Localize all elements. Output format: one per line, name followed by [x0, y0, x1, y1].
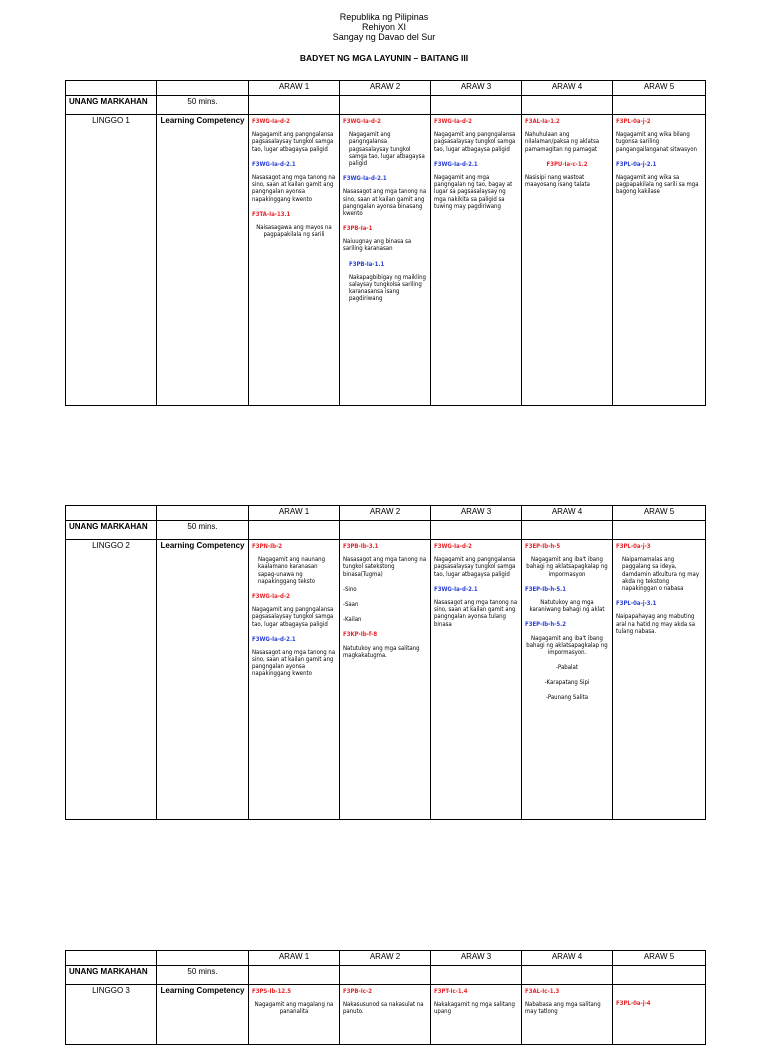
day-header: ARAW 5 [613, 81, 706, 96]
competency-code: F3PU-Ia-c-1.2 [546, 160, 588, 168]
quarter-label: UNANG MARKAHAN [66, 96, 157, 115]
competency-code: F3WG-Ia-d-2.1 [434, 585, 478, 593]
empty-header-cell [66, 951, 157, 966]
duration-label: 50 mins. [157, 966, 249, 985]
competency-text: Naisasagawa ang mayos na pagpapakilala ng sarili [256, 223, 332, 239]
empty-cell [249, 96, 340, 115]
day-cell [613, 540, 706, 820]
competency-code: F3PT-Ic-1.4 [434, 988, 468, 995]
competency-label: Learning Competency [157, 540, 249, 820]
day-header: ARAW 5 [613, 506, 706, 521]
competency-code: F3WG-Ia-d-2 [434, 118, 472, 125]
quarter-label: UNANG MARKAHAN [66, 521, 157, 540]
question-word: -Saan [343, 600, 359, 608]
competency-text: Nakasusunod sa nakasulat na panuto. [343, 1001, 424, 1016]
competency-text: Nagagamit ang iba't ibang bahagi ng aklatsapagkalap ng impormasyon. [526, 634, 608, 656]
competency-code: F3PB-Ib-3.1 [343, 543, 379, 550]
competency-text: Nagagamit ang pangngalansa pagsasalaysay tungkol samga tao, lugar atbagaysa paligid [349, 131, 425, 167]
competency-code: F3WG-Ia-d-2.1 [252, 160, 296, 168]
empty-header-cell [157, 506, 249, 521]
week-label: LINGGO 2 [66, 540, 157, 820]
book-part: -Pabalat [556, 664, 578, 672]
empty-cell [431, 521, 522, 540]
competency-code: F3WG-Ia-d-2 [343, 118, 381, 125]
day-header: ARAW 5 [613, 951, 706, 966]
competency-text: Nagagamit ang naunang kaalamano karanasan sapag-unawa ng napakinggang teksto [258, 556, 326, 585]
empty-cell [522, 96, 613, 115]
empty-cell [340, 96, 431, 115]
day-cell [340, 540, 431, 820]
competency-code: F3PB-Ic-2 [343, 988, 372, 995]
competency-code: F3EP-Ib-h-5 [525, 543, 561, 550]
competency-code: F3WG-Ia-d-2 [434, 543, 472, 550]
empty-cell [522, 966, 613, 985]
competency-code: F3EP-Ib-h-5.1 [525, 585, 566, 593]
empty-cell [613, 521, 706, 540]
competency-text: Nagagamit ang mga pangngalan ng tao, bagay at lugar sa pagsasalaysay ng mga nakikita sa paligid sa tuwing may pagdiriwang [434, 173, 513, 210]
empty-cell [249, 966, 340, 985]
day-header: ARAW 2 [340, 506, 431, 521]
competency-text: Natutukoy ang mga salitang magkakatugma. [343, 644, 420, 659]
empty-header-cell [66, 81, 157, 96]
competency-code: F3PB-Ia-1.1 [349, 260, 385, 268]
schedule-table-week-2 [65, 505, 706, 820]
competency-label: Learning Competency [157, 985, 249, 1045]
competency-text: Nagagamit ang pangngalansa pagsasalaysay tungkol samga tao, lugar atbagaysa paligid [434, 131, 516, 153]
duration-label: 50 mins. [157, 96, 249, 115]
competency-code: F3WG-Ia-d-2.1 [343, 175, 387, 183]
competency-text: Nasisipi nang wastoat maayosang isang talata [525, 173, 590, 189]
book-part: -Karapatang Sipi [544, 679, 590, 687]
day-header: ARAW 1 [249, 951, 340, 966]
header-line-republic: Republika ng Pilipinas [339, 12, 429, 22]
competency-code: F3WG-Ia-d-2 [252, 118, 290, 125]
competency-label: Learning Competency [157, 115, 249, 406]
competency-text: Nagagamit ang wika bilang tugonsa sariling pangangailanganat sitwasyon [616, 131, 697, 153]
competency-text: Nasasagot ang mga tanong na sino, saan at kailan gamit ang pangngalan ayonsa napakinggang kwento [252, 173, 336, 203]
competency-text: Nasasagot ang mga tanong na sino, saan at kailan gamit ang pangngalan ayonsa binasang kwento [343, 188, 427, 217]
week-label: LINGGO 3 [66, 985, 157, 1045]
empty-header-cell [66, 506, 157, 521]
competency-text: Nagagamit ang pangngalansa pagsasalaysay tungkol samga tao, lugar atbagaysa paligid [434, 556, 516, 578]
question-word: -Kailan [343, 616, 362, 624]
duration-label: 50 mins. [157, 521, 249, 540]
empty-header-cell [157, 951, 249, 966]
day-cell [340, 985, 431, 1045]
competency-text: Naiuugnay ang binasa sa sariling karanasan [343, 238, 412, 253]
competency-text: Nasasagot ang mga tanong na sino, saan at kailan gamit ang pangngalan ayonsa napakinggang kwento [252, 648, 336, 678]
empty-cell [340, 966, 431, 985]
schedule-table-week-1 [65, 80, 706, 406]
day-header: ARAW 1 [249, 506, 340, 521]
competency-text: Nagagamit ang pangngalansa pagsasalaysay tungkol samga tao, lugar atbagaysa paligid [252, 606, 334, 628]
competency-text: Naipamamalas ang paggalang sa ideya, damdamin atkultura ng may akda ng tekstong napakinggan o nabasa [622, 556, 700, 592]
competency-code: F3PL-0a-j-4 [616, 1000, 651, 1007]
competency-text: Nahuhulaan ang nilalaman/paksa ng aklatsa pamamagitan ng pamagat [525, 131, 600, 153]
day-cell [249, 985, 340, 1045]
competency-code: F3AL-Ic-1.3 [525, 988, 560, 995]
day-cell [340, 115, 431, 406]
day-cell [431, 115, 522, 406]
header-line-division: Sangay ng Davao del Sur [332, 32, 436, 42]
competency-text: Nagagamit ang pangngalansa pagsasalaysay tungkol samga tao, lugar atbagaysa paligid [252, 131, 334, 153]
competency-code: F3PN-Ib-2 [252, 543, 283, 550]
competency-code: F3TA-Ia-13.1 [252, 210, 291, 218]
day-header: ARAW 3 [431, 81, 522, 96]
day-header: ARAW 2 [340, 81, 431, 96]
day-cell [431, 985, 522, 1045]
competency-text: Nagagamit ang wika sa pagpapakilala ng sarili sa mga bagong kakilase [616, 173, 699, 196]
competency-code: F3EP-Ib-h-5.2 [525, 621, 566, 629]
day-header: ARAW 3 [431, 506, 522, 521]
competency-code: F3KP-Ib-f-8 [343, 631, 378, 639]
competency-code: F3PL-0a-j-2 [616, 118, 651, 125]
competency-code: F3WG-Ia-d-2 [252, 592, 290, 600]
week-label: LINGGO 1 [66, 115, 157, 406]
day-header: ARAW 3 [431, 951, 522, 966]
competency-text: Nasasagot ang mga tanong na tungkol satekstong binasa(Tugma) [343, 556, 427, 578]
day-cell [249, 115, 340, 406]
empty-cell [249, 521, 340, 540]
header-line-region: Rehiyon XI [361, 22, 407, 32]
competency-text: Nakakagamit ng mga salitang upang [434, 1001, 515, 1016]
document-title: BADYET NG MGA LAYUNIN – BAITANG III [299, 53, 469, 63]
question-word: -Sino [343, 585, 357, 593]
competency-text: Naipapahayag ang mabuting aral na hatid ng may akda sa tulang nabasa. [616, 613, 696, 635]
competency-text: Nasasagot ang mga tanong na sino, saan at kailan gamit ang pangngalan ayonsa tulang binasa [434, 598, 518, 628]
quarter-label: UNANG MARKAHAN [66, 966, 157, 985]
empty-cell [431, 966, 522, 985]
competency-text: Nababasa ang mga salitang may tatlong [525, 1001, 601, 1016]
day-header: ARAW 4 [522, 951, 613, 966]
competency-code: F3PL-0a-j-3 [616, 543, 651, 550]
day-cell [522, 115, 613, 406]
competency-code: F3PL-0a-j-2.1 [616, 160, 657, 168]
day-cell [249, 540, 340, 820]
schedule-table-week-3 [65, 950, 706, 1045]
competency-code: F3PS-Ib-12.5 [252, 988, 291, 995]
day-header: ARAW 4 [522, 506, 613, 521]
competency-code: F3WG-Ia-d-2.1 [252, 635, 296, 643]
empty-header-cell [157, 81, 249, 96]
competency-text: Nakapagbibigay ng maikling salaysay tungkolsa sariling karanasansa isang pagdiriwang [349, 273, 426, 303]
competency-code: F3PB-Ia-1 [343, 225, 373, 233]
day-cell [613, 985, 706, 1045]
empty-cell [340, 521, 431, 540]
empty-cell [522, 521, 613, 540]
competency-code: F3PL-0a-j-3.1 [616, 600, 657, 608]
competency-text: Nagagamit ang magalang na pananalita [254, 1001, 334, 1016]
competency-text: Nagagamit ang iba't ibang bahagi ng aklatsapagkalap ng impormasyon [526, 556, 608, 578]
competency-code: F3WG-Ia-d-2.1 [434, 160, 478, 168]
competency-code: F3AL-Ia-1.2 [525, 118, 560, 125]
day-header: ARAW 4 [522, 81, 613, 96]
day-cell [522, 540, 613, 820]
competency-text: Natutukoy ang mga karaniwang bahagi ng aklat [529, 598, 605, 614]
day-cell [522, 985, 613, 1045]
book-part: -Paunang Salita [545, 694, 589, 702]
day-header: ARAW 2 [340, 951, 431, 966]
day-header: ARAW 1 [249, 81, 340, 96]
empty-cell [613, 96, 706, 115]
day-cell [431, 540, 522, 820]
day-cell [613, 115, 706, 406]
empty-cell [613, 966, 706, 985]
empty-cell [431, 96, 522, 115]
